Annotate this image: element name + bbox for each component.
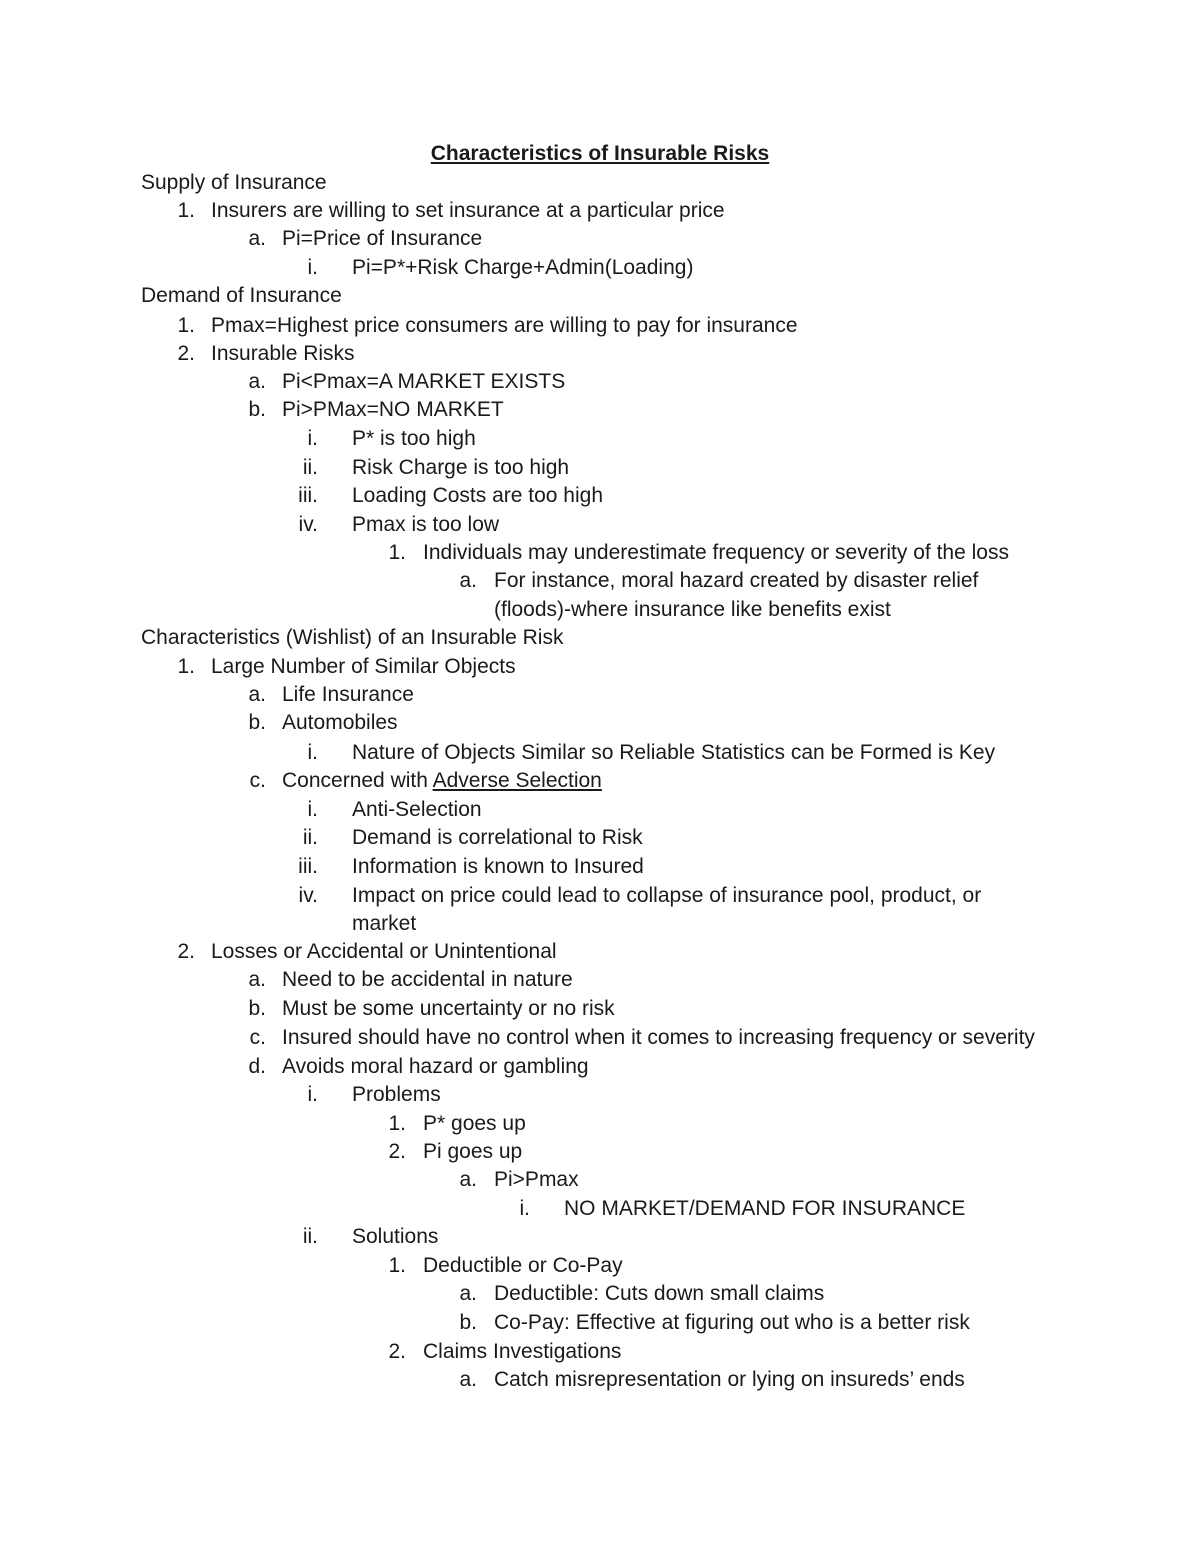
line-text	[141, 169, 327, 197]
list-marker: 1.	[177, 199, 195, 222]
line-text-main: Individuals may underestimate frequency or severity of the loss	[423, 541, 1009, 564]
line-text	[211, 938, 557, 966]
line-text-main: Deductible: Cuts down small claims	[494, 1282, 825, 1305]
line-text	[282, 966, 573, 994]
line-text	[282, 681, 414, 709]
line-text-main: Anti-Selection	[352, 798, 482, 821]
line-text-main: market	[352, 912, 417, 935]
line-text-main: Pmax is too low	[352, 513, 500, 536]
line-text-main: Insured should have no control when it comes to increasing frequency or severity	[282, 1026, 1035, 1049]
line-text-main: Automobiles	[282, 711, 398, 734]
line-text-main: Pmax=Highest price consumers are willing to pay for insurance	[211, 314, 798, 337]
line-text	[282, 368, 565, 396]
line-text	[352, 454, 569, 482]
list-marker: a.	[248, 683, 266, 706]
list-marker: iv.	[298, 513, 318, 536]
line-text-main: Catch misrepresentation or lying on insureds’ ends	[494, 1368, 965, 1391]
line-text	[423, 1110, 526, 1138]
line-text-main: Problems	[352, 1083, 441, 1106]
list-marker: iii.	[298, 484, 318, 507]
line-text-main: P* is too high	[352, 427, 476, 450]
list-marker: 2.	[177, 342, 195, 365]
line-text-main: Deductible or Co-Pay	[423, 1254, 623, 1277]
list-marker: iv.	[298, 884, 318, 907]
line-text	[211, 340, 355, 368]
line-text-main: Need to be accidental in nature	[282, 968, 573, 991]
list-marker: 1.	[388, 541, 406, 564]
list-marker: b.	[248, 997, 266, 1020]
line-text	[423, 1138, 522, 1166]
line-text	[494, 1309, 970, 1337]
line-text-main: Risk Charge is too high	[352, 456, 570, 479]
line-text	[423, 539, 1009, 567]
line-text-main: Pi>PMax=NO MARKET	[282, 398, 504, 421]
line-text-main: Life Insurance	[282, 683, 414, 706]
list-marker: 1.	[388, 1254, 406, 1277]
line-text-main: Claims Investigations	[423, 1340, 622, 1363]
list-marker: 2.	[388, 1140, 406, 1163]
line-text-main: Concerned with	[282, 769, 433, 792]
line-text-main: Pi goes up	[423, 1140, 523, 1163]
list-marker: i.	[307, 798, 318, 821]
line-text-main: Losses or Accidental or Unintentional	[211, 940, 557, 963]
line-text	[141, 282, 342, 310]
list-marker: a.	[459, 1168, 477, 1191]
line-text-main: Impact on price could lead to collapse of insurance pool, product, or	[352, 884, 982, 907]
line-text-main: Solutions	[352, 1225, 439, 1248]
line-text	[494, 1280, 824, 1308]
line-text	[141, 624, 563, 652]
line-text-main: Insurable Risks	[211, 342, 355, 365]
list-marker: b.	[459, 1311, 477, 1334]
list-marker: b.	[248, 711, 266, 734]
line-text-main: Co-Pay: Effective at figuring out who is a better risk	[494, 1311, 970, 1334]
line-text	[282, 995, 615, 1023]
line-text-main: Nature of Objects Similar so Reliable Statistics can be Formed is Key	[352, 741, 996, 764]
line-text	[282, 767, 602, 795]
line-text	[282, 225, 482, 253]
line-text-main: Avoids moral hazard or gambling	[282, 1055, 589, 1078]
list-marker: a.	[248, 370, 266, 393]
line-text	[282, 396, 504, 424]
line-text-main: Information is known to Insured	[352, 855, 644, 878]
line-text-main: For instance, moral hazard created by disaster relief	[494, 569, 979, 592]
line-text-main: Pi=Price of Insurance	[282, 227, 483, 250]
list-marker: ii.	[302, 826, 318, 849]
list-marker: 2.	[177, 940, 195, 963]
line-text	[352, 910, 416, 938]
line-text	[564, 1195, 965, 1223]
line-text	[423, 1338, 621, 1366]
line-text-main: Large Number of Similar Objects	[211, 655, 516, 678]
list-marker: ii.	[302, 456, 318, 479]
page-title: Characteristics of Insurable Risks	[430, 142, 770, 165]
line-text-main: Insurers are willing to set insurance at a particular price	[211, 199, 725, 222]
line-text	[494, 1366, 965, 1394]
line-text	[352, 824, 643, 852]
line-text	[352, 882, 981, 910]
line-text	[352, 739, 995, 767]
line-text	[352, 1081, 441, 1109]
list-marker: i.	[307, 741, 318, 764]
line-text-main: P* goes up	[423, 1112, 526, 1135]
line-text	[494, 596, 891, 624]
line-text-main: Demand is correlational to Risk	[352, 826, 643, 849]
line-text	[352, 511, 499, 539]
list-marker: i.	[307, 256, 318, 279]
line-text	[494, 567, 978, 595]
list-marker: 2.	[388, 1340, 406, 1363]
list-marker: c.	[249, 1026, 266, 1049]
line-text-main: (floods)-where insurance like benefits exist	[494, 598, 891, 621]
list-marker: d.	[248, 1055, 266, 1078]
list-marker: a.	[459, 1282, 477, 1305]
line-text	[352, 1223, 438, 1251]
underlined-term: Adverse Selection	[432, 769, 602, 792]
line-text	[282, 1024, 1035, 1052]
line-text-main: Characteristics (Wishlist) of an Insurable Risk	[141, 626, 564, 649]
list-marker: ii.	[302, 1225, 318, 1248]
line-text	[211, 653, 516, 681]
list-marker: i.	[519, 1197, 530, 1220]
line-text	[282, 1053, 589, 1081]
line-text	[352, 853, 644, 881]
line-text-main: NO MARKET/DEMAND FOR INSURANCE	[564, 1197, 966, 1220]
list-marker: a.	[459, 569, 477, 592]
line-text	[494, 1166, 579, 1194]
list-marker: c.	[249, 769, 266, 792]
list-marker: a.	[248, 968, 266, 991]
line-text	[352, 482, 603, 510]
list-marker: iii.	[298, 855, 318, 878]
line-text-main: Pi<Pmax=A MARKET EXISTS	[282, 370, 566, 393]
list-marker: b.	[248, 398, 266, 421]
line-text	[211, 197, 725, 225]
line-text	[423, 1252, 623, 1280]
line-text-main: Must be some uncertainty or no risk	[282, 997, 615, 1020]
line-text	[211, 312, 798, 340]
line-text	[352, 425, 476, 453]
line-text-main: Pi>Pmax	[494, 1168, 579, 1191]
list-marker: 1.	[177, 655, 195, 678]
list-marker: i.	[307, 427, 318, 450]
list-marker: a.	[248, 227, 266, 250]
list-marker: 1.	[177, 314, 195, 337]
line-text-main: Pi=P*+Risk Charge+Admin(Loading)	[352, 256, 694, 279]
list-marker: i.	[307, 1083, 318, 1106]
list-marker: 1.	[388, 1112, 406, 1135]
line-text	[282, 709, 398, 737]
line-text-main: Loading Costs are too high	[352, 484, 604, 507]
line-text-main: Demand of Insurance	[141, 284, 342, 307]
line-text-main: Supply of Insurance	[141, 171, 327, 194]
list-marker: a.	[459, 1368, 477, 1391]
line-text	[352, 796, 482, 824]
line-text	[352, 254, 693, 282]
